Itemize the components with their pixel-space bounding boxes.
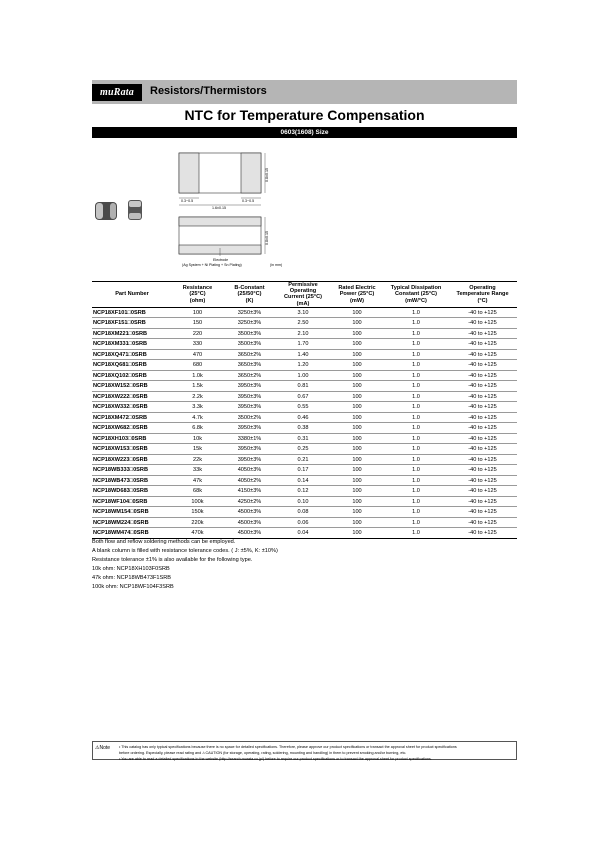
table-cell: 1.0 (384, 507, 448, 518)
table-cell: 100 (330, 528, 384, 539)
column-header-line: (mA) (296, 300, 310, 307)
electrode-desc: (Ag System + Ni Plating + Sn Plating) (182, 263, 242, 267)
table-cell: 100 (330, 349, 384, 360)
table-cell: -40 to +125 (448, 360, 517, 371)
table-cell: 470k (172, 528, 223, 539)
table-row (92, 360, 517, 371)
table-cell: -40 to +125 (448, 496, 517, 507)
notice-label: ⚠Note (95, 745, 111, 751)
column-header-line: Part Number (115, 291, 149, 298)
table-cell: -40 to +125 (448, 444, 517, 455)
table-cell: 2.2k (172, 391, 223, 402)
part-number-cell: NCP18WM474□0SRB (92, 528, 172, 539)
table-cell: 1.70 (276, 339, 330, 350)
dim-band-left: 0.3~0.5 (181, 199, 194, 203)
column-header-line: Rated Electric (338, 285, 376, 292)
table-cell: 1.0 (384, 328, 448, 339)
table-cell: 100 (330, 318, 384, 329)
column-header-line: Permissive Operating (288, 282, 318, 295)
table-cell: 0.06 (276, 517, 330, 528)
table-cell: 100 (330, 381, 384, 392)
table-cell: 680 (172, 360, 223, 371)
dimension-drawing (92, 140, 517, 275)
table-row (92, 507, 517, 518)
table-cell: 1.0 (384, 528, 448, 539)
table-row (92, 381, 517, 392)
table-cell: 1.0 (384, 349, 448, 360)
table-cell: 3950±3% (223, 391, 276, 402)
part-number-cell: NCP18XM472□0SRB (92, 412, 172, 423)
table-cell: 0.81 (276, 381, 330, 392)
part-number-cell: NCP18XW332□0SRB (92, 402, 172, 413)
part-number-cell: NCP18XW222□0SRB (92, 391, 172, 402)
table-row (92, 328, 517, 339)
note-line: 10k ohm: NCP18XH103F0SRB (92, 566, 170, 572)
notes (92, 538, 278, 592)
table-row (92, 349, 517, 360)
table-cell: 1.0 (384, 475, 448, 486)
table-cell: 3950±3% (223, 444, 276, 455)
table-cell: 1.0 (384, 318, 448, 329)
table-cell: 100 (330, 391, 384, 402)
table-cell: 1.00 (276, 370, 330, 381)
column-header-line: (25/50°C) (237, 291, 262, 298)
table-cell: 100 (330, 454, 384, 465)
dim-band-right: 0.3~0.5 (242, 199, 255, 203)
table-cell: 3650±3% (223, 360, 276, 371)
part-number-cell: NCP18XW152□0SRB (92, 381, 172, 392)
table-cell: 6.8k (172, 423, 223, 434)
table-cell: 4250±2% (223, 496, 276, 507)
table-cell: -40 to +125 (448, 433, 517, 444)
table-cell: 100 (330, 402, 384, 413)
column-header-line: B-Constant (234, 285, 265, 292)
table-cell: 100 (330, 496, 384, 507)
table-cell: 0.55 (276, 402, 330, 413)
column-header-line: Constant (25°C) (394, 291, 438, 298)
table-header-row (92, 282, 517, 308)
table-cell: -40 to +125 (448, 412, 517, 423)
murata-logo (92, 84, 142, 101)
table-cell: 0.17 (276, 465, 330, 476)
table-cell: 3950±3% (223, 402, 276, 413)
table-row (92, 339, 517, 350)
table-cell: -40 to +125 (448, 423, 517, 434)
table-cell: 2.50 (276, 318, 330, 329)
table-row (92, 444, 517, 455)
table-cell: 4050±3% (223, 465, 276, 476)
table-row (92, 307, 517, 318)
dim-thickness: 0.8±0.15 (265, 231, 269, 245)
table-cell: 0.46 (276, 412, 330, 423)
column-header-line: Temperature Range (456, 291, 509, 298)
table-row (92, 370, 517, 381)
table-cell: 4500±3% (223, 507, 276, 518)
table-cell: 3950±3% (223, 454, 276, 465)
table-cell: 1.0 (384, 381, 448, 392)
table-cell: 1.0 (384, 517, 448, 528)
table-cell: -40 to +125 (448, 318, 517, 329)
table-cell: 0.31 (276, 433, 330, 444)
unit-label: (in mm) (270, 263, 283, 267)
dim-height: 0.8±0.15 (265, 168, 269, 182)
column-header-line: Typical Dissipation (390, 285, 442, 292)
table-cell: 0.21 (276, 454, 330, 465)
table-cell: -40 to +125 (448, 339, 517, 350)
table-cell: 0.25 (276, 444, 330, 455)
table-cell: 0.10 (276, 496, 330, 507)
logo-text: muRata (100, 87, 134, 98)
table-cell: 1.0 (384, 339, 448, 350)
table-cell: 220k (172, 517, 223, 528)
table-cell: -40 to +125 (448, 391, 517, 402)
part-number-cell: NCP18XQ102□0SRB (92, 370, 172, 381)
table-cell: 1.20 (276, 360, 330, 371)
part-number-cell: NCP18XM221□0SRB (92, 328, 172, 339)
table-cell: 100 (330, 360, 384, 371)
table-cell: 3650±2% (223, 349, 276, 360)
table-cell: 1.0 (384, 391, 448, 402)
table-cell: 0.12 (276, 486, 330, 497)
table-row (92, 517, 517, 528)
table-row (92, 412, 517, 423)
electrode-label: Electrode (213, 258, 229, 262)
top-view-chip (179, 153, 265, 205)
table-cell: 3950±3% (223, 381, 276, 392)
column-header-line: Current (25°C) (284, 294, 322, 301)
table-cell: 1.0 (384, 412, 448, 423)
part-number-cell: NCP18WB473□0SRB (92, 475, 172, 486)
table-row (92, 391, 517, 402)
column-header-line: (°C) (477, 297, 488, 304)
table-cell: 3500±2% (223, 412, 276, 423)
table-cell: 3380±1% (223, 433, 276, 444)
table-row (92, 402, 517, 413)
table-cell: -40 to +125 (448, 307, 517, 318)
part-number-cell: NCP18XW682□0SRB (92, 423, 172, 434)
table-cell: 100 (330, 412, 384, 423)
table-cell: 100 (330, 307, 384, 318)
table-cell: 1.0 (384, 370, 448, 381)
table-cell: 1.0 (384, 360, 448, 371)
table-cell: 0.04 (276, 528, 330, 539)
table-cell: 1.0 (384, 402, 448, 413)
table-cell: 22k (172, 454, 223, 465)
column-header-line: Operating (469, 285, 496, 292)
table-cell: 3950±3% (223, 423, 276, 434)
table-cell: -40 to +125 (448, 465, 517, 476)
table-cell: 330 (172, 339, 223, 350)
table-cell: -40 to +125 (448, 454, 517, 465)
column-header-line: (ohm) (189, 297, 206, 304)
table-cell: 3250±3% (223, 307, 276, 318)
column-header (223, 282, 276, 308)
category-title: Resistors/Thermistors (150, 85, 267, 97)
table-cell: -40 to +125 (448, 402, 517, 413)
notice-line: before ordering. Especially, please read rating and ⚠CAUTION (for storage, operating, rating, soldering, mounting and handling) in them to prevent smoking and/or burning, etc. (119, 751, 407, 755)
part-number-cell: NCP18XW223□0SRB (92, 454, 172, 465)
column-header (330, 282, 384, 308)
note-line: Resistance tolerance ±1% is also available for the following type. (92, 557, 253, 563)
table-cell: 1.0 (384, 454, 448, 465)
notice-text (119, 744, 457, 762)
table-cell: 1.0 (384, 486, 448, 497)
column-header (92, 282, 172, 308)
note-line: 47k ohm: NCP18WB473F1SRB (92, 575, 171, 581)
table-row (92, 433, 517, 444)
table-cell: -40 to +125 (448, 370, 517, 381)
side-view-chip (179, 217, 265, 256)
table-cell: 1.0 (384, 465, 448, 476)
part-number-cell: NCP18XW153□0SRB (92, 444, 172, 455)
table-row (92, 318, 517, 329)
column-header-line: (mW) (350, 297, 364, 304)
note-line: A blank column is filled with resistance tolerance codes. ( J: ±5%, K: ±10%) (92, 548, 278, 554)
table-cell: 0.67 (276, 391, 330, 402)
size-label: 0603(1608) Size (92, 127, 517, 138)
table-cell: 4050±2% (223, 475, 276, 486)
table-cell: 0.14 (276, 475, 330, 486)
column-header-line: Resistance (182, 285, 213, 292)
table-cell: 1.0 (384, 307, 448, 318)
table-cell: 3500±3% (223, 339, 276, 350)
note-line: Both flow and reflow soldering methods can be employed. (92, 539, 236, 545)
table-row (92, 475, 517, 486)
table-cell: 1.0 (384, 496, 448, 507)
part-number-cell: NCP18XF101□0SRB (92, 307, 172, 318)
table-cell: 33k (172, 465, 223, 476)
table-cell: 1.0 (384, 423, 448, 434)
table-cell: 1.40 (276, 349, 330, 360)
table-cell: 10k (172, 433, 223, 444)
notice-line: • You are able to read a detailed specifications in the website (http://search.murata.co.jp/) before to require our product specifications or to transact the approval sheet for product specifications. (119, 757, 432, 761)
part-number-cell: NCP18XF151□0SRB (92, 318, 172, 329)
table-cell: -40 to +125 (448, 507, 517, 518)
table-row (92, 465, 517, 476)
part-number-cell: NCP18XM331□0SRB (92, 339, 172, 350)
chip-image-left (95, 202, 117, 220)
table-cell: 100 (330, 475, 384, 486)
table-cell: 100 (330, 465, 384, 476)
column-header (172, 282, 223, 308)
table-row (92, 496, 517, 507)
part-number-cell: NCP18WD683□0SRB (92, 486, 172, 497)
table-cell: -40 to +125 (448, 528, 517, 539)
table-row (92, 528, 517, 539)
table-cell: 100 (330, 339, 384, 350)
table-cell: 100 (330, 444, 384, 455)
table-cell: 2.10 (276, 328, 330, 339)
table-cell: -40 to +125 (448, 475, 517, 486)
table-cell: 100 (330, 486, 384, 497)
notice-box (92, 741, 517, 760)
note-line: 100k ohm: NCP18WF104F3SRB (92, 584, 174, 590)
table-cell: -40 to +125 (448, 486, 517, 497)
table-cell: 4500±3% (223, 517, 276, 528)
table-cell: 100 (330, 370, 384, 381)
table-cell: 0.38 (276, 423, 330, 434)
notice-line: • This catalog has only typical specifications because there is no space for detailed specifications. Therefore, please approve our product specifications or transact the approval sheet for product specifications (119, 745, 457, 749)
column-header (384, 282, 448, 308)
table-cell: 470 (172, 349, 223, 360)
part-number-cell: NCP18XH103□0SRB (92, 433, 172, 444)
table-cell: 4150±3% (223, 486, 276, 497)
table-cell: 100 (330, 507, 384, 518)
table-cell: 0.08 (276, 507, 330, 518)
table-cell: 150k (172, 507, 223, 518)
column-header (448, 282, 517, 308)
table-cell: 68k (172, 486, 223, 497)
part-number-cell: NCP18WF104□0SRB (92, 496, 172, 507)
part-number-cell: NCP18XQ681□0SRB (92, 360, 172, 371)
table-cell: 100 (330, 423, 384, 434)
table-cell: 100 (172, 307, 223, 318)
table-row (92, 454, 517, 465)
chip-image-right (128, 200, 142, 220)
column-header-line: (K) (245, 297, 254, 304)
part-number-cell: NCP18WB333□0SRB (92, 465, 172, 476)
table-cell: 47k (172, 475, 223, 486)
table-cell: 3250±3% (223, 318, 276, 329)
table-cell: 3500±3% (223, 328, 276, 339)
table-cell: 1.0 (384, 444, 448, 455)
table-cell: -40 to +125 (448, 381, 517, 392)
table-cell: 1.5k (172, 381, 223, 392)
table-cell: -40 to +125 (448, 328, 517, 339)
table-cell: 100 (330, 328, 384, 339)
column-header-line: (25°C) (189, 291, 206, 298)
table-cell: 220 (172, 328, 223, 339)
table-cell: 1.0k (172, 370, 223, 381)
table-row (92, 423, 517, 434)
table-cell: 100 (330, 517, 384, 528)
table-cell: 3650±2% (223, 370, 276, 381)
table-cell: 100 (330, 433, 384, 444)
part-number-cell: NCP18WM154□0SRB (92, 507, 172, 518)
dim-length: 1.6±0.15 (212, 206, 226, 210)
column-header-line: (mW/°C) (405, 297, 427, 304)
table-cell: 1.0 (384, 433, 448, 444)
part-number-cell: NCP18WM224□0SRB (92, 517, 172, 528)
column-header-line: Power (25°C) (339, 291, 375, 298)
table-cell: 4.7k (172, 412, 223, 423)
table-row (92, 486, 517, 497)
table-body (92, 307, 517, 538)
table-cell: 4500±3% (223, 528, 276, 539)
table-cell: 100k (172, 496, 223, 507)
table-cell: 15k (172, 444, 223, 455)
table-cell: 150 (172, 318, 223, 329)
table-cell: 3.10 (276, 307, 330, 318)
page-title: NTC for Temperature Compensation (184, 107, 425, 123)
part-number-cell: NCP18XQ471□0SRB (92, 349, 172, 360)
spec-table (92, 281, 517, 539)
table-cell: 3.3k (172, 402, 223, 413)
table-cell: -40 to +125 (448, 517, 517, 528)
column-header (276, 282, 330, 308)
table-cell: -40 to +125 (448, 349, 517, 360)
